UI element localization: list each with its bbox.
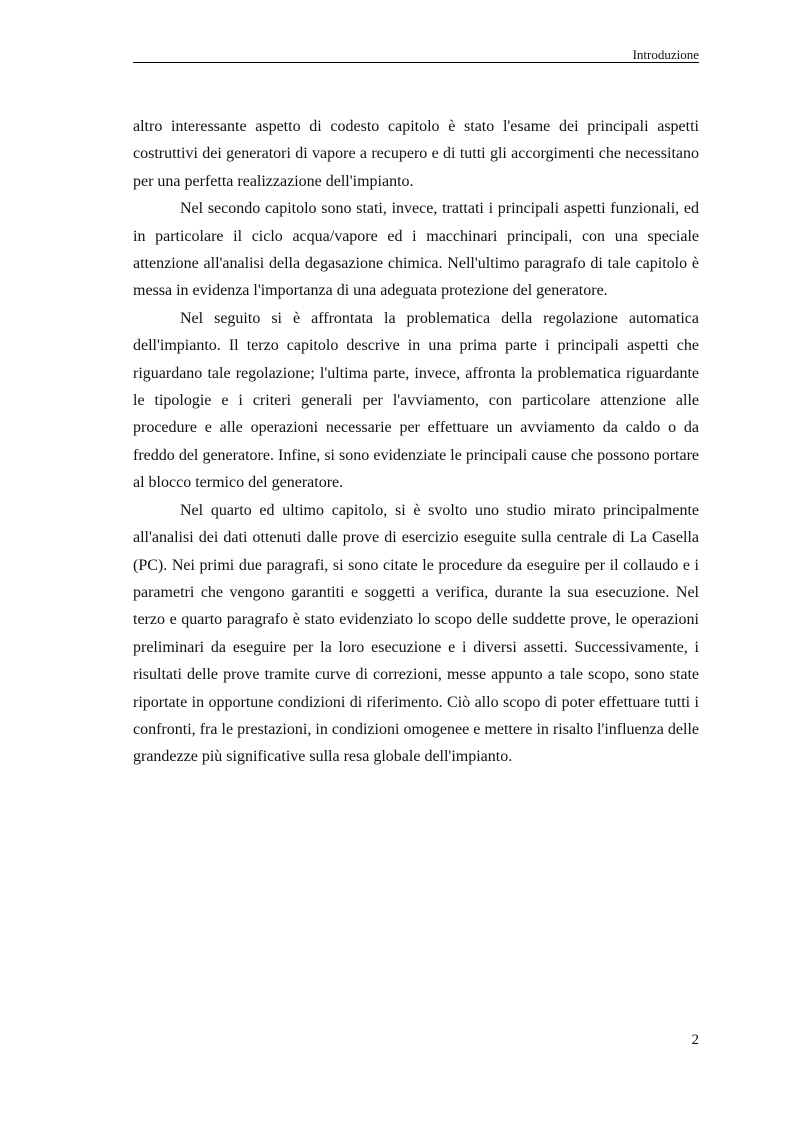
chapter-title: Introduzione	[632, 47, 699, 62]
paragraph-fourth-chapter: Nel quarto ed ultimo capitolo, si è svolto uno studio mirato principalmente all'analisi dei dati ottenuti dalle prove di esercizio eseguite sulla centrale di La Casella (PC). Nei primi due paragrafi, si sono citate le procedure da eseguire per il collaudo e i parametri che vengono garantiti e soggetti a verifica, durante la sua esecuzione. Nel terzo e quarto paragrafo è stato evidenziato lo scopo delle suddette prove, le operazioni preliminari da eseguire per la loro esecuzione e i diversi assetti. Successivamente, i risultati delle prove tramite curve di correzioni, messe appunto a tale scopo, sono state riportate in opportune condizioni di riferimento. Ciò allo scopo di poter effettuare tutti i confronti, fra le prestazioni, in condizioni omogenee e mettere in risalto l'influenza delle grandezze più significative sulla resa globale dell'impianto.	[133, 501, 699, 766]
paragraph-third-chapter: Nel seguito si è affrontata la problematica della regolazione automatica dell'impianto. Il terzo capitolo descrive in una prima parte i principali aspetti che riguardano tale regolazione; l'ultima parte, invece, affronta la problematica riguardante le tipologie e i criteri generali per l'avviamento, con particolare attenzione alle procedure e alle operazioni necessarie per effettuare un avviamento da caldo o da freddo del generatore. Infine, si sono evidenziate le principali cause che possono portare al blocco termico del generatore.	[133, 309, 699, 492]
paragraph-continuation: altro interessante aspetto di codesto capitolo è stato l'esame dei principali aspetti costruttivi dei generatori di vapore a recupero e di tutti gli accorgimenti che necessitano per una perfetta realizzazione dell'impianto.	[133, 118, 699, 190]
paragraph-second-chapter: Nel secondo capitolo sono stati, invece, trattati i principali aspetti funzionali, ed in particolare il ciclo acqua/vapore ed i macchinari principali, con una speciale attenzione all'analisi della degasazione chimica. Nell'ultimo paragrafo di tale capitolo è messa in evidenza l'importanza di una adeguata protezione del generatore.	[133, 200, 699, 300]
running-header	[133, 48, 699, 63]
page-number: 2	[691, 1032, 699, 1048]
body-text	[133, 113, 699, 771]
